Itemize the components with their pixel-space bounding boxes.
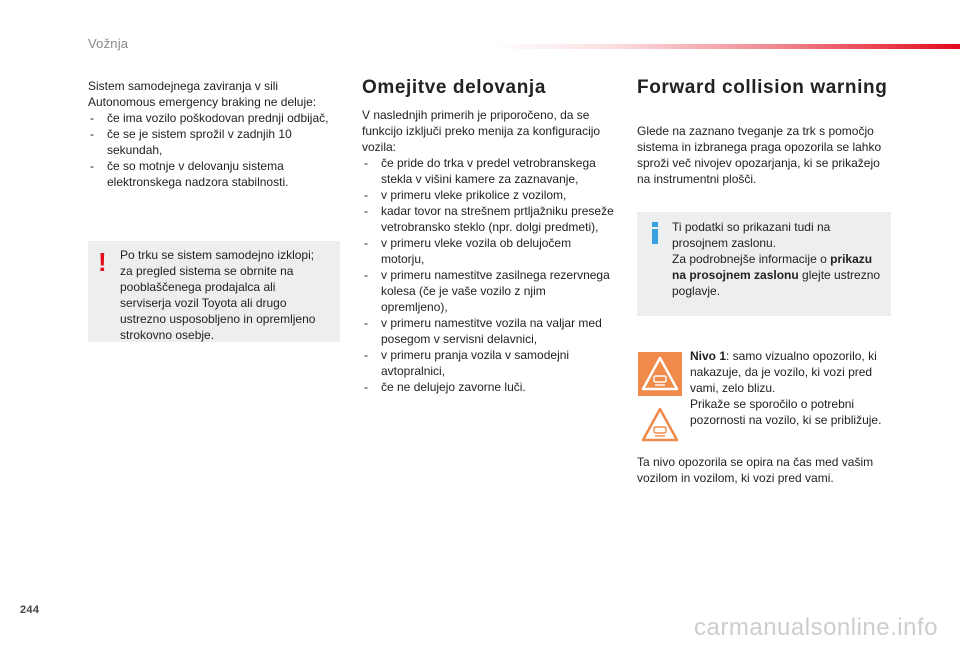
- limitations-heading: Omejitve delovanja: [362, 77, 546, 98]
- info-text-ref-pre: Za podrobnejše informacije o: [672, 252, 831, 266]
- left-conditions-list: [88, 110, 340, 190]
- warning-text: Po trku se sistem samodejno izklopi; za pregled sistema se obrnite na pooblaščenega prodajalca ali serviserja vozil Toyota ali drugo ustrezno usposobljeno in opremljeno strokovno osebje.: [120, 248, 316, 342]
- left-column: [88, 78, 340, 190]
- limitations-list: [362, 155, 614, 395]
- list-item: - če pride do trka v predel vetrobranskega stekla v višini kamere za zaznavanje,: [362, 155, 614, 187]
- level1-description: [690, 348, 890, 428]
- fcw-intro: Glede na zaznano tveganje za trk s pomočjo sistema in izbranega praga opozorila se lahko sproži več nivojev opozarjanja, ki se prikažejo na instrumentni plošči.: [637, 124, 882, 186]
- info-text-line: Ti podatki so prikazani tudi na prosojnem zaslonu.: [672, 220, 831, 250]
- exclamation-icon: !: [98, 247, 107, 277]
- list-item: - kadar tovor na strešnem prtljažniku preseže vetrobransko steklo (npr. dolgi predmeti),: [362, 203, 614, 235]
- level1-label: Nivo 1: [690, 349, 727, 363]
- intro-line-2: Autonomous emergency braking ne deluje:: [88, 95, 317, 109]
- limitations-intro: V naslednjih primerih je priporočeno, da se funkcijo izključi preko menija za konfiguracijo vozila:: [362, 108, 601, 154]
- info-text-ref-bold: prikazu na prosojnem zaslonu: [672, 252, 873, 282]
- list-item: - če ne delujejo zavorne luči.: [362, 379, 614, 395]
- collision-warning-triangle-outline-icon: [638, 403, 682, 447]
- list-item: - v primeru pranja vozila v samodejni avtopralnici,: [362, 347, 614, 379]
- list-item: - če se je sistem sprožil v zadnjih 10 sekundah,: [88, 126, 340, 158]
- list-item: - v primeru vleke prikolice z vozilom,: [362, 187, 614, 203]
- header-accent-bar: [490, 44, 960, 49]
- list-item: - v primeru vleke vozila ob delujočem motorju,: [362, 235, 614, 267]
- warning-note: [88, 241, 340, 342]
- list-item: - v primeru namestitve zasilnega rezervnega kolesa (če je vaše vozilo z njim opremljeno),: [362, 267, 614, 315]
- fcw-closing: Ta nivo opozorila se opira na čas med vašim vozilom in vozilom, ki vozi pred vami.: [637, 455, 874, 485]
- info-icon: [648, 222, 662, 244]
- section-title: Vožnja: [88, 36, 129, 51]
- info-note: [637, 212, 891, 316]
- middle-column: [362, 107, 614, 395]
- list-item: - če so motnje v delovanju sistema elektronskega nadzora stabilnosti.: [88, 158, 340, 190]
- list-item: - v primeru namestitve vozila na valjar med posegom v servisni delavnici,: [362, 315, 614, 347]
- fcw-heading: Forward collision warning: [637, 77, 888, 98]
- watermark: carmanualsonline.info: [694, 614, 938, 641]
- info-text-ref-post: glejte ustrezno poglavje.: [672, 268, 881, 298]
- page-number: 244: [20, 604, 40, 616]
- level1-text-2: Prikaže se sporočilo o potrebni pozornosti na vozilo, ki se približuje.: [690, 397, 882, 427]
- info-text: [672, 219, 884, 299]
- collision-warning-triangle-icon: [638, 352, 682, 396]
- level1-text: : samo vizualno opozorilo, ki nakazuje, da je vozilo, ki vozi pred vami, zelo blizu.: [690, 349, 877, 395]
- intro-line-1: Sistem samodejnega zaviranja v sili: [88, 79, 279, 93]
- list-item: - če ima vozilo poškodovan prednji odbijač,: [88, 110, 340, 126]
